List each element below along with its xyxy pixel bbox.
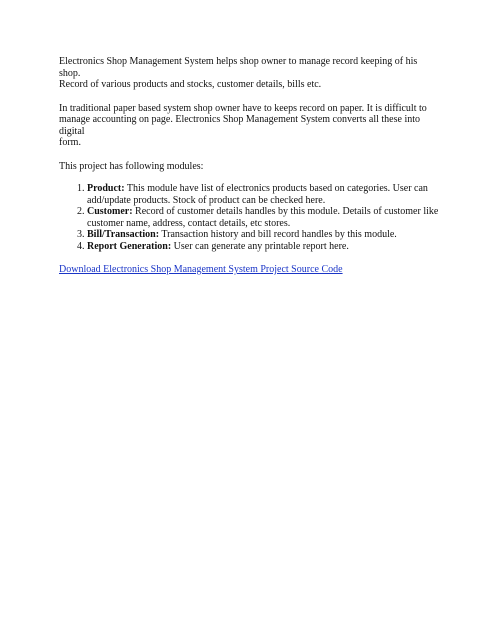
module-item-bill-transaction	[87, 229, 441, 241]
module-text-bill-transaction: Transaction history and bill record handles by this module.	[159, 229, 397, 240]
module-title-report-generation: Report Generation:	[87, 240, 172, 252]
document-page	[59, 56, 441, 276]
modules-list	[59, 183, 441, 252]
module-title-customer: Customer:	[87, 206, 133, 217]
module-item-product	[87, 183, 441, 206]
module-text-report-generation: User can generate any printable report here.	[171, 240, 349, 252]
module-text-customer: Record of customer details handles by this module. Details of customer like customer name, address, contact details, etc stores.	[87, 206, 439, 229]
module-item-report-generation	[87, 241, 441, 253]
intro-paragraph: Electronics Shop Management System helps shop owner to manage record keeping of his shop. Record of various products and stocks, customer details, bills etc.	[59, 56, 418, 90]
module-title-bill-transaction: Bill/Transaction:	[87, 229, 160, 240]
module-title-product: Product:	[87, 183, 125, 194]
traditional-system-paragraph: In traditional paper based system shop owner have to keeps record on paper. It is difficult to manage accounting on page. Electronics Shop Management System converts all these into digital form.	[59, 102, 427, 148]
modules-intro: This project has following modules:	[59, 160, 204, 172]
download-source-code-link[interactable]: Download Electronics Shop Management System Project Source Code	[59, 264, 343, 275]
module-item-customer	[87, 206, 441, 229]
module-text-product: This module have list of electronics products based on categories. User can add/update products. Stock of product can be checked here.	[87, 183, 428, 206]
